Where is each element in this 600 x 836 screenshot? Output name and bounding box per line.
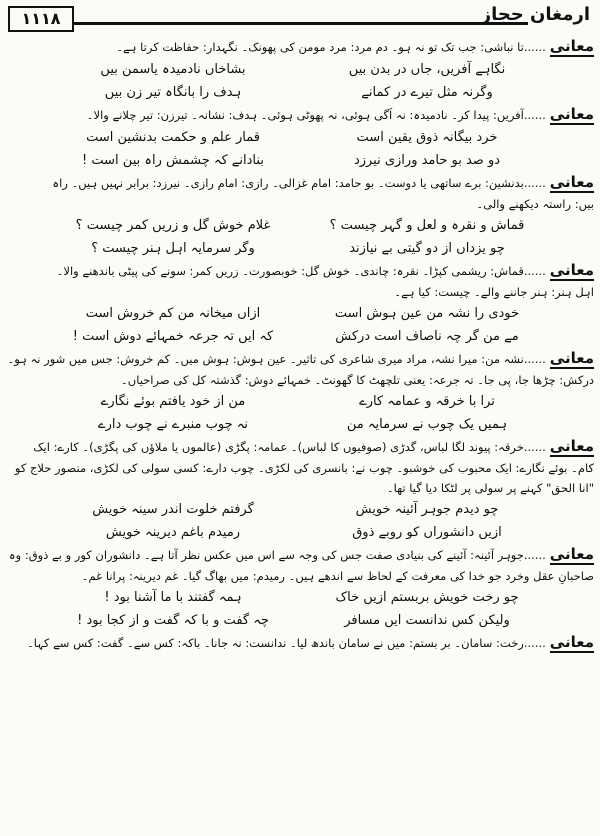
verse-left-hemistich: چہ گفت و با کہ گفت و از کجا بود ! bbox=[77, 613, 269, 628]
meaning-badge: معانی bbox=[549, 37, 594, 55]
meaning-line bbox=[6, 436, 594, 458]
verse-right-hemistich: ترا با خرقہ و عمامہ کارے bbox=[359, 394, 495, 409]
verse-right-hemistich: چو رخت خویش بربستم ازیں خاک bbox=[335, 590, 519, 605]
verse-right-hemistich: خودی را نشہ من عین ہوش است bbox=[334, 306, 520, 321]
verse-right-hemistich: ازیں دانشوراں کو روبے ذوق bbox=[352, 525, 502, 540]
verse-line bbox=[6, 214, 594, 237]
verse-gap bbox=[288, 390, 312, 413]
verse-gap bbox=[288, 498, 312, 521]
verse-left-hemistich: وگر سرمایہ اہل ہنر چیست ؟ bbox=[91, 241, 255, 256]
commentary-line: بیں: راستہ دیکھنے والی۔ bbox=[476, 197, 594, 211]
verse-gap bbox=[288, 214, 312, 237]
meaning-text: ......تا نباشی: جب تک تو نہ ہو۔ دم مرد: مرد مومن کی پھونک۔ نگہدار: حفاظت کرتا ہے۔ bbox=[116, 40, 546, 54]
verse-right-hemistich: ہمیں یک چوب نے سرمایہ من bbox=[346, 417, 508, 432]
verse-right-hemistich: مے من گر چہ ناصاف است درکش bbox=[335, 329, 519, 344]
meaning-badge: معانی bbox=[549, 105, 594, 123]
verse-gap bbox=[288, 413, 312, 436]
meaning-badge: معانی bbox=[549, 173, 594, 191]
verse-line bbox=[6, 390, 594, 413]
verse-left-hemistich: قمار علم و حکمت بدنشین است bbox=[86, 130, 260, 145]
commentary-line: درکش: چڑھا جا، پی جا۔ تہ جرعہ: یعنی تلچھٹ کا گھونٹ۔ خمہائے دوش: گذشتہ کل کی صراحیاں۔ bbox=[121, 373, 594, 387]
meaning-line bbox=[6, 172, 594, 194]
meaning-badge: معانی bbox=[549, 545, 594, 563]
verse-line bbox=[6, 325, 594, 348]
commentary-line: اہل ہنر: ہنر جاننے والے۔ چیست: کیا ہے۔ bbox=[394, 285, 594, 299]
commentary-line: "انا الحق" کہنے پر سولی پر لٹکا دیا گیا تھا۔ bbox=[386, 481, 594, 495]
verse-left-hemistich: ازاں میخانہ من کم خروش است bbox=[85, 306, 261, 321]
verse-gap bbox=[288, 237, 312, 260]
verse-right-hemistich: خرد بیگانہ ذوق یقین است bbox=[356, 130, 498, 145]
meaning-line bbox=[6, 260, 594, 282]
verse-line bbox=[6, 302, 594, 325]
verse-right-hemistich: چو دیدم جوہر آئینہ خویش bbox=[355, 502, 499, 517]
meaning-badge: معانی bbox=[549, 437, 594, 455]
verse-gap bbox=[288, 586, 312, 609]
verse-right-hemistich: دو صد بو حامد ورازی نیرزد bbox=[353, 153, 501, 168]
verse-gap bbox=[288, 609, 312, 632]
page-header bbox=[8, 4, 592, 32]
verse-line bbox=[6, 126, 594, 149]
verse-right-hemistich: وگرنہ مثل تیرے در کمانے bbox=[361, 85, 493, 100]
verse-right-hemistich: چو یزداں از دو گیتی بے نیازند bbox=[349, 241, 505, 256]
meaning-text: ......نشہ من: میرا نشہ، مراد میری شاعری کی تاثیر۔ عین ہوش: ہوش میں۔ کم خروش: جس میں شور نہ ہو۔ bbox=[7, 352, 546, 366]
verse-gap bbox=[288, 81, 312, 104]
meaning-badge: معانی bbox=[549, 261, 594, 279]
verse-left-hemistich: غلام خوش گل و زریں کمر چیست ؟ bbox=[75, 218, 271, 233]
page-number: ۱۱۱۸ bbox=[8, 6, 74, 32]
verse-line bbox=[6, 586, 594, 609]
meaning-text: ......جوہر آئینہ: آئینے کی بنیادی صفت جس کی وجہ سے اس میں عکس نظر آتا ہے۔ دانشوران کور و بے ذوق: وہ bbox=[8, 548, 546, 562]
verse-left-hemistich: من از خود یافتم بوئے نگارے bbox=[100, 394, 246, 409]
verse-line bbox=[6, 413, 594, 436]
verse-right-hemistich: ولیکن کس ندانست ایں مسافر bbox=[344, 613, 510, 628]
verse-gap bbox=[288, 325, 312, 348]
page-body bbox=[6, 36, 594, 654]
meaning-line bbox=[6, 632, 594, 654]
commentary-line: صاحبانِ عقل وخرد جو خدا کی معرفت کے لحاظ سے اندھے ہیں۔ رمیدم: میں بھاگ گیا۔ غم دیرینہ: پرانا غم۔ bbox=[81, 569, 594, 583]
meaning-text: ......آفریں: پیدا کر۔ نادمیدہ: نہ اُگی ہوئی، نہ پھوٹی ہوئی۔ ہدف: نشانہ۔ تیرزن: تیر چلانے والا۔ bbox=[86, 108, 546, 122]
book-title: ارمغان حجاز bbox=[480, 4, 590, 25]
meaning-line bbox=[6, 544, 594, 566]
verse-left-hemistich: نہ چوب منبرے نے چوب دارے bbox=[97, 417, 248, 432]
verse-gap bbox=[288, 126, 312, 149]
verse-left-hemistich: بنادانے کہ چشمش راہ بین است ! bbox=[82, 153, 264, 168]
verse-gap bbox=[288, 149, 312, 172]
verse-left-hemistich: کہ ایں تہ جرعہ خمہائے دوش است ! bbox=[72, 329, 274, 344]
verse-gap bbox=[288, 521, 312, 544]
meaning-badge: معانی bbox=[549, 349, 594, 367]
meaning-line bbox=[6, 348, 594, 370]
verse-line bbox=[6, 58, 594, 81]
verse-left-hemistich: بشاخاں نادمیدہ یاسمن بیں bbox=[100, 62, 246, 77]
verse-line bbox=[6, 498, 594, 521]
verse-left-hemistich: ہدف را بانگاہ تیر زن بیں bbox=[104, 85, 242, 100]
meaning-text: ......خرقہ: پیوند لگا لباس، گدڑی (صوفیوں کا لباس)۔ عمامہ: پگڑی (عالموں یا ملاؤں کی پگڑی)۔ کارے: ایک bbox=[33, 440, 546, 454]
verse-gap bbox=[288, 302, 312, 325]
verse-line bbox=[6, 81, 594, 104]
meaning-badge: معانی bbox=[549, 633, 594, 651]
commentary-line: کام۔ بوئے نگارے: ایک محبوب کی خوشبو۔ چوب نے: بانسری کی لکڑی۔ چوب دارے: کسی سولی کی لکڑی، منصور حلاج کو bbox=[14, 461, 594, 475]
verse-gap bbox=[288, 58, 312, 81]
meaning-text: ......قماش: ریشمی کپڑا۔ نقرہ: چاندی۔ خوش گل: خوبصورت۔ زریں کمر: سونے کی پیٹی باندھنے والا۔ bbox=[56, 264, 546, 278]
verse-line bbox=[6, 237, 594, 260]
meaning-text: ......بدنشین: برے ساتھی یا دوست۔ بو حامد: امام غزالی۔ رازی: امام رازی۔ نیرزد: برابر نہیں ہیں۔ راہ bbox=[52, 176, 546, 190]
verse-left-hemistich: گرفتم خلوت اندر سینہ خویش bbox=[92, 502, 254, 517]
verse-right-hemistich: نگاہے آفریں، جاں در بدن بیں bbox=[348, 62, 506, 77]
verse-left-hemistich: رمیدم باغم دیرینہ خویش bbox=[105, 525, 241, 540]
meaning-line bbox=[6, 104, 594, 126]
verse-line bbox=[6, 149, 594, 172]
verse-left-hemistich: ہمہ گفتند با ما آشنا بود ! bbox=[104, 590, 242, 605]
verse-line bbox=[6, 521, 594, 544]
verse-line bbox=[6, 609, 594, 632]
verse-right-hemistich: قماش و نقرہ و لعل و گہر چیست ؟ bbox=[329, 218, 525, 233]
meaning-text: ......رخت: سامان۔ بر بستم: میں نے سامان باندھ لیا۔ ندانست: نہ جانا۔ باکہ: کس سے۔ گفت: کس سے کہا۔ bbox=[26, 636, 546, 650]
meaning-line bbox=[6, 36, 594, 58]
header-rule bbox=[72, 22, 528, 25]
